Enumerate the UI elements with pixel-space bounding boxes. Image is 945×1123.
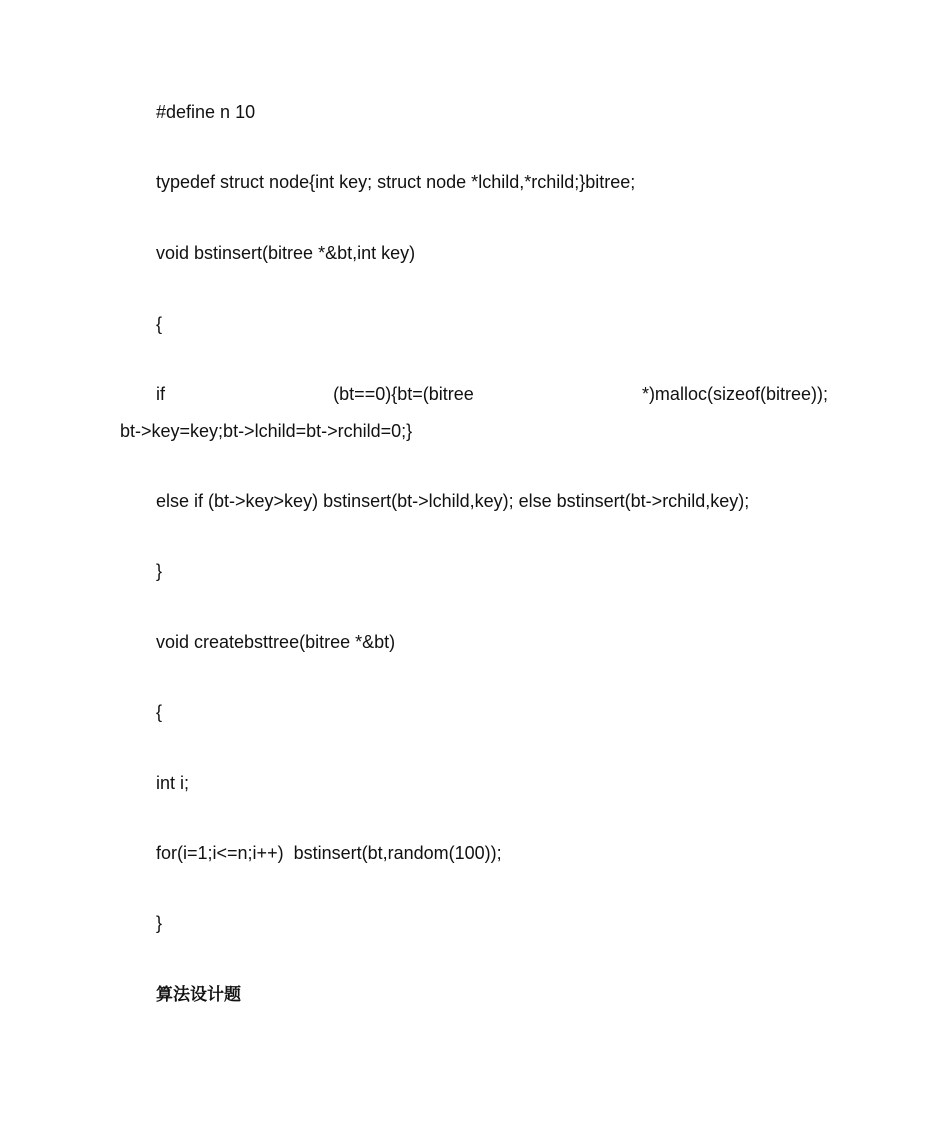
code-line-close-brace-2: } <box>156 913 163 933</box>
code-line-bstinsert-signature: void bstinsert(bitree *&bt,int key) <box>156 243 416 263</box>
code-line-for-loop: for(i=1;i<=n;i++) bstinsert(bt,random(100)); <box>156 843 502 863</box>
code-line-define: #define n 10 <box>156 102 256 122</box>
code-line-typedef: typedef struct node{int key; struct node *lchild,*rchild;}bitree; <box>156 172 636 192</box>
code-line-open-brace-2: { <box>156 702 163 722</box>
code-token-malloc: *)malloc(sizeof(bitree)); <box>641 384 828 404</box>
code-line-createbsttree-signature: void createbsttree(bitree *&bt) <box>156 632 396 652</box>
code-token-if: if <box>156 384 165 404</box>
code-line-int-i: int i; <box>156 773 190 793</box>
code-line-if-statement <box>156 383 828 405</box>
section-heading: 算法设计题 <box>156 985 241 1005</box>
code-line-open-brace: { <box>156 314 163 334</box>
code-line-if-continuation: bt->key=key;bt->lchild=bt->rchild=0;} <box>120 421 413 441</box>
code-token-condition: (bt==0){bt=(bitree <box>333 384 474 404</box>
code-line-close-brace: } <box>156 561 163 581</box>
code-line-else-if: else if (bt->key>key) bstinsert(bt->lchild,key); else bstinsert(bt->rchild,key); <box>156 491 750 511</box>
